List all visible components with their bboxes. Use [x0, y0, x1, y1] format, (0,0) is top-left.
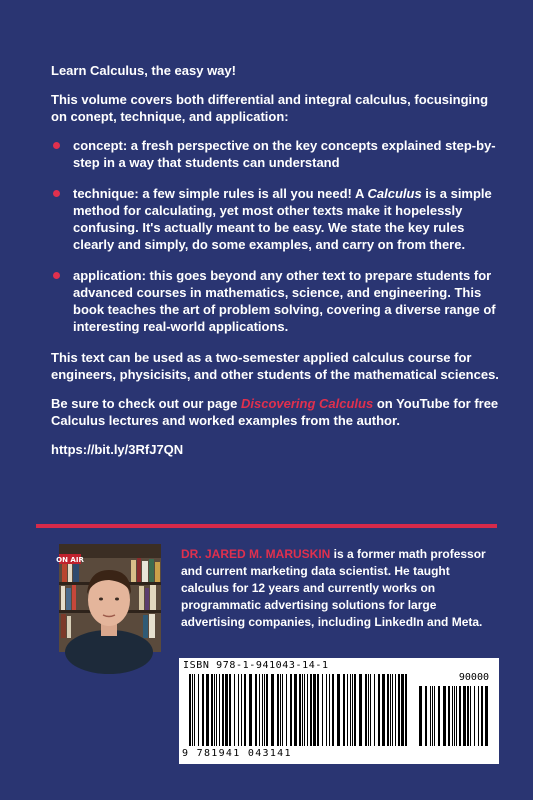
barcode-bar — [398, 674, 400, 746]
barcode-bar — [255, 674, 257, 746]
author-portrait-image — [56, 544, 161, 652]
barcode-bar — [313, 674, 316, 746]
barcode-bar — [290, 674, 292, 746]
barcode-bar — [359, 674, 362, 746]
barcode-bar — [280, 674, 281, 746]
youtube-paragraph — [51, 395, 501, 429]
barcode-bar — [474, 686, 475, 746]
barcode-bar — [282, 674, 283, 746]
barcode-bar — [481, 686, 483, 746]
barcode-bar — [214, 674, 215, 746]
barcode-bar — [244, 674, 246, 746]
barcode-bar — [307, 674, 308, 746]
barcode-bar — [419, 686, 422, 746]
ean-number: 9 781941 043141 — [182, 748, 292, 759]
intro-paragraph: This volume covers both differential and integral calculus, focusinging on conept, technique, and application: — [51, 92, 489, 124]
barcode-bar — [470, 686, 471, 746]
barcode-bar — [302, 674, 303, 746]
application-text: application: this goes beyond any other text to prepare students for advanced courses in mathematics, science, and engineering. This book teaches the art of problem solving, covering a diverse range of interesting real-world applications. — [73, 268, 496, 334]
barcode-bar — [222, 674, 224, 746]
barcode-bar — [194, 674, 195, 746]
barcode-bar — [467, 686, 469, 746]
barcode-bar — [387, 674, 389, 746]
barcode-bar — [206, 674, 209, 746]
barcode-bar — [401, 674, 404, 746]
barcode-bar — [238, 674, 239, 746]
barcode-bar — [405, 674, 407, 746]
barcode-bar — [478, 686, 479, 746]
barcode-bar — [350, 674, 351, 746]
barcode-bar — [249, 674, 252, 746]
isbn-label: ISBN 978-1-941043-14-1 — [183, 660, 329, 671]
barcode-bar — [286, 674, 287, 746]
barcode-bar — [326, 674, 327, 746]
list-item-application — [51, 267, 501, 335]
ean-bars — [189, 674, 407, 746]
barcode-bar — [198, 674, 199, 746]
barcode-bar — [211, 674, 213, 746]
barcode-bar — [189, 674, 191, 746]
author-photo — [56, 544, 161, 652]
price-code: 90000 — [458, 672, 489, 683]
barcode-bar — [322, 674, 323, 746]
short-link[interactable]: https://bit.ly/3RfJ7QN — [51, 442, 184, 457]
barcode-bar — [432, 686, 433, 746]
barcode-bar — [234, 674, 235, 746]
barcode-bar — [225, 674, 228, 746]
barcode-bar — [343, 674, 345, 746]
barcode-bar — [374, 674, 375, 746]
barcode-bar — [452, 686, 453, 746]
barcode-bar — [448, 686, 450, 746]
barcode-bar — [443, 686, 446, 746]
barcode-bar — [454, 686, 455, 746]
usage-paragraph: This text can be used as a two-semester applied calculus course for engineers, physicisits, and other students of the mathematical sciences. — [51, 350, 499, 382]
barcode-bar — [277, 674, 279, 746]
bullet-dot-icon — [53, 142, 60, 149]
youtube-page-name: Discovering Calculus — [241, 396, 374, 411]
barcode — [179, 658, 499, 764]
barcode-bar — [229, 674, 231, 746]
barcode-bar — [219, 674, 220, 746]
author-bio — [181, 546, 501, 631]
barcode-bar — [294, 674, 297, 746]
barcode-bar — [347, 674, 348, 746]
barcode-bar — [463, 686, 466, 746]
barcode-bar — [354, 674, 356, 746]
author-name: DR. JARED M. MARUSKIN — [181, 547, 331, 561]
bullet-dot-icon — [53, 190, 60, 197]
barcode-bar — [365, 674, 367, 746]
barcode-bar — [299, 674, 301, 746]
barcode-bar — [304, 674, 305, 746]
barcode-bar — [438, 686, 440, 746]
barcode-bar — [459, 686, 461, 746]
tagline: Learn Calculus, the easy way! — [51, 63, 236, 78]
divider-bar — [36, 524, 497, 528]
barcode-bar — [352, 674, 353, 746]
technique-text-after: is a simple method for calculating, yet most other texts make it hopelessly confusing. It's actually meant to be easy. We state the key rules clearly and simply, do some examples, and carry on from there. — [73, 186, 492, 252]
calculus-emphasis: Calculus — [367, 186, 422, 201]
barcode-bar — [430, 686, 431, 746]
barcode-bar — [266, 674, 268, 746]
barcode-bar — [382, 674, 385, 746]
author-bio-text: is a former math professor and current marketing data scientist. He taught calculus for 12 years and currently works on programmatic advertising solutions for large advertising companies, including LinkedIn and Meta. — [181, 547, 486, 629]
barcode-bar — [241, 674, 242, 746]
blurb — [51, 62, 501, 458]
barcode-bar — [370, 674, 371, 746]
list-item-technique — [51, 185, 501, 253]
barcode-bar — [216, 674, 217, 746]
barcode-bar — [271, 674, 274, 746]
bullet-dot-icon — [53, 272, 60, 279]
concept-text: concept: a fresh perspective on the key concepts explained step-by-step in a way that students can understand — [73, 138, 496, 170]
barcode-bar — [332, 674, 334, 746]
youtube-after: on YouTube for free Calculus lectures and worked examples from the author. — [51, 396, 499, 428]
barcode-bar — [395, 674, 396, 746]
barcode-bar — [317, 674, 319, 746]
barcode-bar — [264, 674, 265, 746]
barcode-bar — [485, 686, 488, 746]
price-bars — [419, 686, 488, 746]
on-air-sign: ON AIR — [56, 556, 84, 564]
barcode-bar — [310, 674, 312, 746]
list-item-concept — [51, 137, 501, 171]
barcode-bar — [329, 674, 330, 746]
barcode-bar — [192, 674, 193, 746]
barcode-bar — [378, 674, 380, 746]
barcode-bar — [425, 686, 427, 746]
barcode-bar — [259, 674, 260, 746]
barcode-bar — [434, 686, 435, 746]
feature-list — [51, 137, 501, 335]
barcode-bar — [202, 674, 204, 746]
technique-text-before: technique: a few simple rules is all you need! A — [73, 186, 368, 201]
youtube-before: Be sure to check out our page — [51, 396, 241, 411]
barcode-bar — [262, 674, 263, 746]
barcode-bar — [390, 674, 391, 746]
barcode-bar — [456, 686, 457, 746]
barcode-bar — [392, 674, 393, 746]
barcode-bar — [368, 674, 369, 746]
barcode-bar — [337, 674, 340, 746]
